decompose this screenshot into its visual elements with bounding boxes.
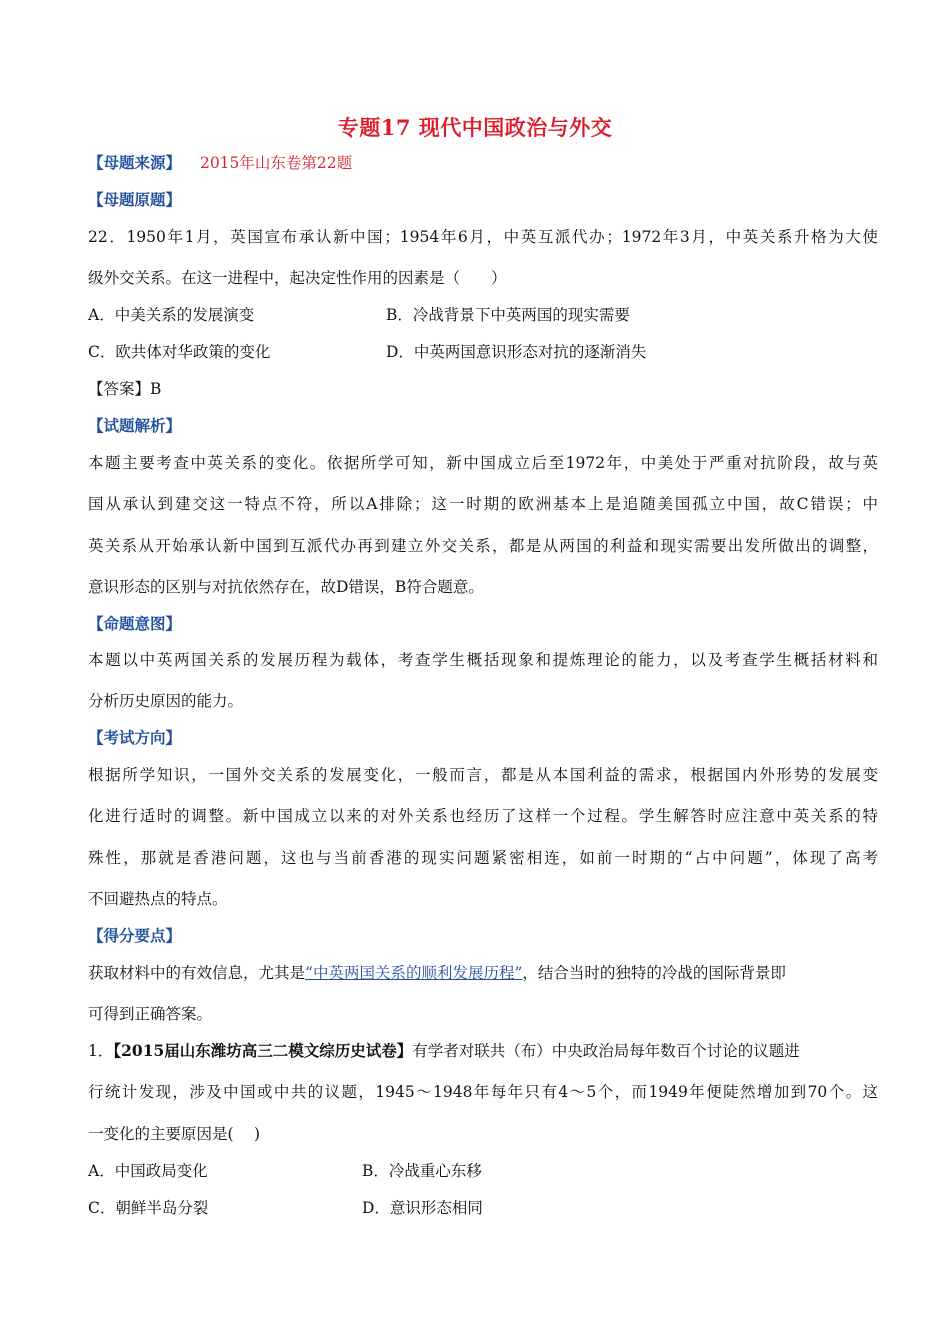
original-label: 【母题原题】 bbox=[88, 190, 182, 209]
q22-option-d: D．中英两国意识形态对抗的逐渐消失 bbox=[386, 343, 647, 361]
points-line-1 bbox=[88, 962, 878, 984]
page-title: 专题17 现代中国政治与外交 bbox=[337, 115, 613, 140]
source-value: 2015年山东卷第22题 bbox=[199, 154, 353, 172]
points-line-1-pre: 获取材料中的有效信息，尤其是 bbox=[88, 964, 306, 982]
direction-line-4: 不回避热点的特点。 bbox=[88, 890, 228, 908]
analysis-line-3: 英关系从开始承认新中国到互派代办再到建立外交关系，都是从两国的利益和现实需要出发所做出的调整， bbox=[88, 537, 878, 555]
analysis-line-2: 国从承认到建交这一特点不符，所以A排除；这一时期的欧洲基本上是追随美国孤立中国，故C错误；中 bbox=[88, 495, 878, 513]
q1-option-a: A．中国政局变化 bbox=[88, 1162, 208, 1180]
q1-option-b: B．冷战重心东移 bbox=[362, 1162, 482, 1180]
intent-line-2: 分析历史原因的能力。 bbox=[88, 692, 244, 710]
analysis-line-4: 意识形态的区别与对抗依然存在，故D错误，B符合题意。 bbox=[88, 578, 484, 596]
points-label: 【得分要点】 bbox=[88, 926, 182, 945]
q22-option-b: B．冷战背景下中英两国的现实需要 bbox=[386, 306, 630, 324]
q1-line1 bbox=[88, 1040, 878, 1062]
direction-line-1: 根据所学知识，一国外交关系的发展变化，一般而言，都是从本国利益的需求，根据国内外形势的发展变 bbox=[88, 766, 878, 784]
intent-line-1: 本题以中英两国关系的发展历程为载体，考查学生概括现象和提炼理论的能力，以及考查学生概括材料和 bbox=[88, 651, 878, 669]
q1-number: 1． bbox=[88, 1042, 114, 1060]
q22-option-a: A．中美关系的发展演变 bbox=[88, 306, 255, 324]
points-link[interactable]: “中英两国关系的顺利发展历程” bbox=[305, 964, 523, 982]
direction-label: 【考试方向】 bbox=[88, 728, 182, 747]
intent-label: 【命题意图】 bbox=[88, 614, 182, 633]
q1-line2: 行统计发现，涉及中国或中共的议题，1945～1948年每年只有4～5个，而1949年便陡然增加到70个。这 bbox=[88, 1083, 878, 1101]
q22-line1: 22．1950年1月，英国宣布承认新中国；1954年6月，中英互派代办；1972年3月，中英关系升格为大使 bbox=[88, 228, 878, 246]
source-row bbox=[88, 152, 878, 174]
points-line-1-post: ，结合当时的独特的冷战的国际背景即 bbox=[522, 964, 786, 982]
direction-line-3: 殊性，那就是香港问题，这也与当前香港的现实问题紧密相连，如前一时期的“占中问题”，体现了高考 bbox=[88, 849, 878, 867]
analysis-label: 【试题解析】 bbox=[88, 416, 182, 435]
answer: 【答案】B bbox=[88, 380, 162, 398]
q1-line1-rest: 有学者对联共（布）中央政治局每年数百个讨论的议题进 bbox=[412, 1042, 800, 1060]
direction-line-2: 化进行适时的调整。新中国成立以来的对外关系也经历了这样一个过程。学生解答时应注意中英关系的特 bbox=[88, 807, 878, 825]
analysis-line-1: 本题主要考查中英关系的变化。依据所学可知，新中国成立后至1972年，中美处于严重对抗阶段，故与英 bbox=[88, 454, 878, 472]
points-line-2: 可得到正确答案。 bbox=[88, 1005, 213, 1023]
q1-line3: 一变化的主要原因是( ) bbox=[88, 1125, 261, 1143]
source-label: 【母题来源】 bbox=[88, 153, 182, 172]
q1-source: 【2015届山东潍坊高三二模文综历史试卷】 bbox=[113, 1041, 413, 1060]
q22-option-c: C．欧共体对华政策的变化 bbox=[88, 343, 271, 361]
q1-option-d: D．意识形态相同 bbox=[362, 1199, 483, 1217]
q1-option-c: C．朝鲜半岛分裂 bbox=[88, 1199, 209, 1217]
q22-line2: 级外交关系。在这一进程中，起决定性作用的因素是（ ） bbox=[88, 269, 507, 287]
